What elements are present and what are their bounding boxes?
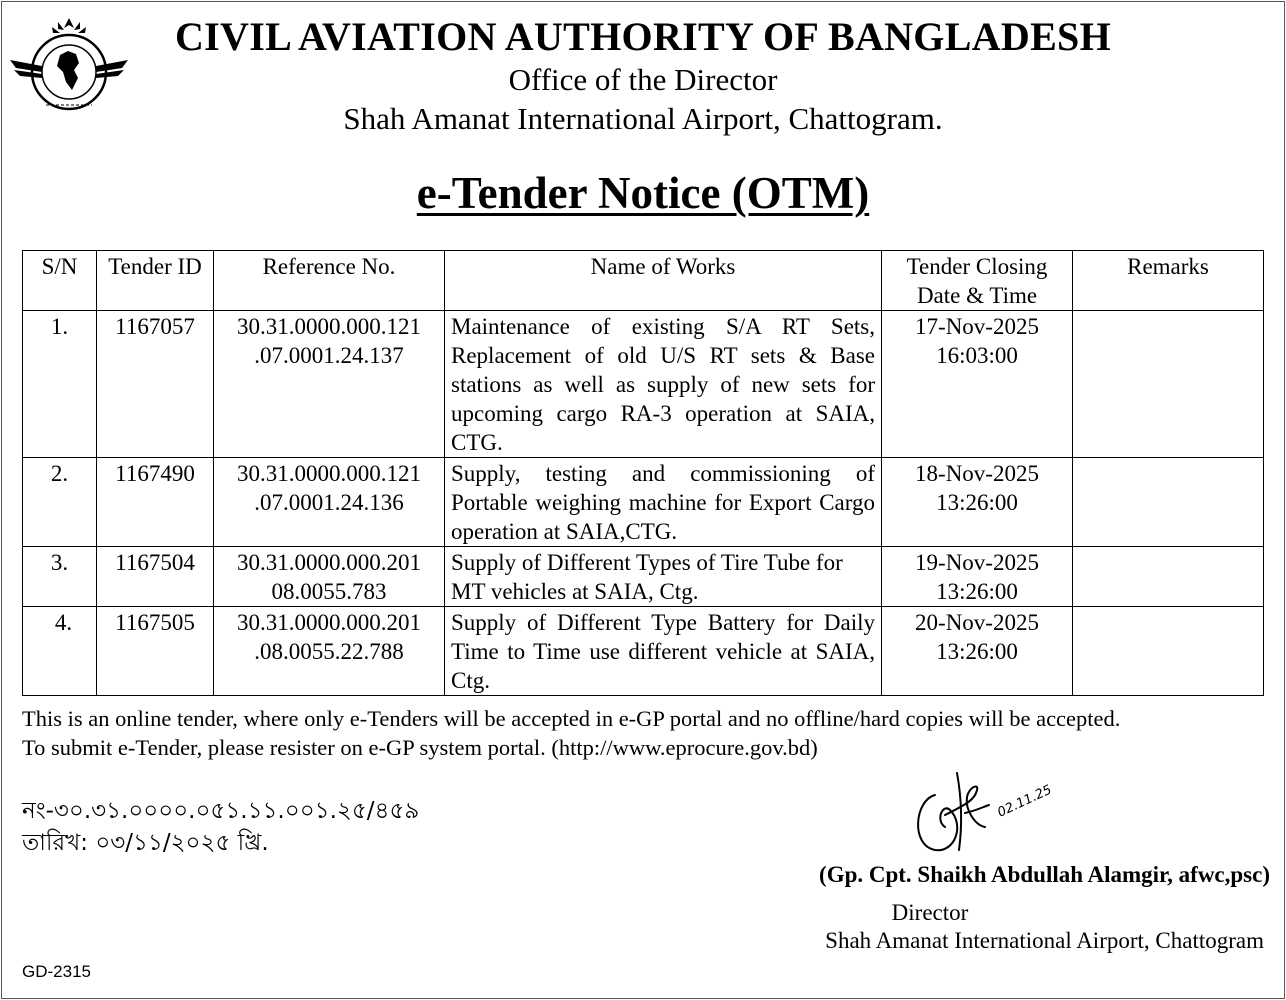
col-header-name-of-works: Name of Works: [445, 251, 882, 311]
director-signature: [905, 765, 1105, 860]
cell-remarks: [1073, 458, 1264, 547]
authority-title: CIVIL AVIATION AUTHORITY OF BANGLADESH: [174, 14, 1112, 59]
table-row: [23, 458, 1264, 547]
memo-number: নং-৩০.৩১.০০০০.০৫১.১১.০০১.২৫/৪৫৯: [22, 798, 420, 824]
cell-sn: 2.: [23, 458, 97, 547]
caab-emblem-icon: [8, 10, 130, 120]
director-name: (Gp. Cpt. Shaikh Abdullah Alamgir, afwc,psc): [819, 862, 1270, 887]
col-header-closing-date: Tender Closing Date & Time: [882, 251, 1073, 311]
cell-tender-id: 1167505: [97, 607, 214, 696]
table-row: [23, 547, 1264, 607]
memo-date: তারিখ: ০৩/১১/২০২৫ খ্রি.: [22, 830, 269, 856]
cell-closing: [882, 547, 1073, 607]
table-header-row: [23, 251, 1264, 311]
col-header-tender-id: Tender ID: [97, 251, 214, 311]
cell-name-of-works: Supply of Different Types of Tire Tube for MT vehicles at SAIA, Ctg.: [445, 547, 882, 607]
cell-remarks: [1073, 311, 1264, 458]
reference-line-2: .07.0001.24.137: [254, 343, 404, 368]
closing-date: 20-Nov-2025: [915, 610, 1039, 635]
closing-time: 13:26:00: [936, 490, 1018, 515]
closing-date: 19-Nov-2025: [915, 550, 1039, 575]
reference-line-1: 30.31.0000.000.201: [237, 610, 421, 635]
cell-reference: [214, 311, 445, 458]
closing-time: 13:26:00: [936, 639, 1018, 664]
reference-line-1: 30.31.0000.000.121: [237, 314, 421, 339]
airport-line: Shah Amanat International Airport, Chattogram.: [343, 101, 943, 136]
cell-sn: 4.: [23, 607, 97, 696]
cell-closing: [882, 607, 1073, 696]
cell-reference: [214, 458, 445, 547]
caab-logo: [8, 10, 130, 120]
gd-code: GD-2315: [22, 962, 91, 981]
signature-date: 02.11.25: [995, 782, 1055, 821]
director-office: Shah Amanat International Airport, Chattogram: [825, 928, 1264, 953]
cell-remarks: [1073, 607, 1264, 696]
cell-sn: 1.: [23, 311, 97, 458]
cell-reference: [214, 547, 445, 607]
reference-line-2: .08.0055.22.788: [254, 639, 404, 664]
instruction-line-2: To submit e-Tender, please resister on e-GP system portal. (http://www.eprocure.gov.bd): [22, 735, 818, 760]
closing-date: 18-Nov-2025: [915, 461, 1039, 486]
reference-line-1: 30.31.0000.000.201: [237, 550, 421, 575]
cell-name-of-works: Maintenance of existing S/A RT Sets, Replacement of old U/S RT sets & Base stations as well as supply of new sets for upcoming cargo RA-3 operation at SAIA, CTG.: [445, 311, 882, 458]
col-header-sn: S/N: [23, 251, 97, 311]
closing-time: 16:03:00: [936, 343, 1018, 368]
col-header-remarks: Remarks: [1073, 251, 1264, 311]
reference-line-2: .07.0001.24.136: [254, 490, 404, 515]
tender-instructions: [22, 704, 1272, 762]
tender-table: [22, 250, 1264, 696]
reference-line-1: 30.31.0000.000.121: [237, 461, 421, 486]
cell-tender-id: 1167057: [97, 311, 214, 458]
cell-sn: 3.: [23, 547, 97, 607]
cell-name-of-works: Supply, testing and commissioning of Portable weighing machine for Export Cargo operation at SAIA,CTG.: [445, 458, 882, 547]
cell-closing: [882, 458, 1073, 547]
signature-icon: [905, 765, 1105, 860]
table-row: [23, 607, 1264, 696]
reference-line-2: 08.0055.783: [271, 579, 387, 604]
notice-title-text: e-Tender Notice (OTM): [416, 168, 870, 218]
cell-tender-id: 1167490: [97, 458, 214, 547]
col-header-reference: Reference No.: [214, 251, 445, 311]
cell-closing: [882, 311, 1073, 458]
table-row: [23, 311, 1264, 458]
cell-reference: [214, 607, 445, 696]
cell-name-of-works: Supply of Different Type Battery for Daily Time to Time use different vehicle at SAIA, Ctg.: [445, 607, 882, 696]
notice-title: [0, 165, 1286, 221]
closing-time: 13:26:00: [936, 579, 1018, 604]
cell-remarks: [1073, 547, 1264, 607]
cell-tender-id: 1167504: [97, 547, 214, 607]
instruction-line-1: This is an online tender, where only e-Tenders will be accepted in e-GP portal and no offline/hard copies will be accepted.: [22, 706, 1121, 731]
closing-date: 17-Nov-2025: [915, 314, 1039, 339]
office-line: Office of the Director: [508, 62, 778, 97]
director-title: Director: [891, 900, 969, 925]
